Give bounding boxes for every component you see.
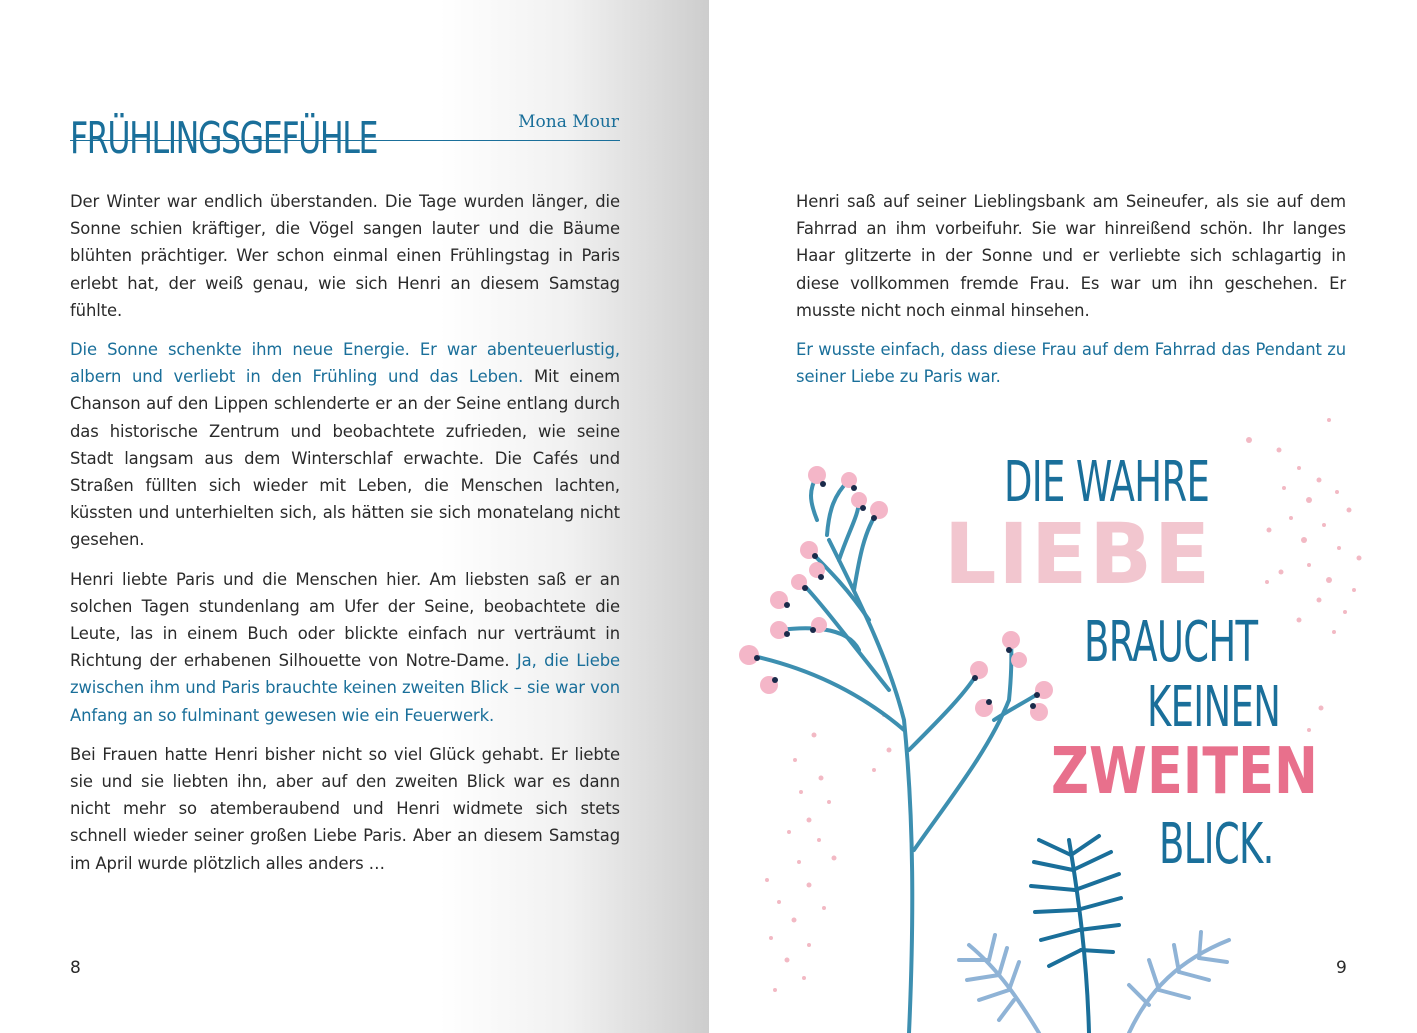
page-number-left: 8: [70, 958, 81, 978]
quote-line-5: ZWEITEN: [1051, 735, 1318, 809]
text-run: Bei Frauen hatte Henri bisher nicht so viel Glück gehabt. Er liebte sie und sie liebten ihn, aber auf den zweiten Blick war es dann nicht mehr so atemberaubend und Henri widmete sich stets schnell wieder seiner großen Liebe Paris. Aber an diesem Samstag im April wurde plötzlich alles anders …: [70, 744, 620, 873]
right-text-block: [796, 188, 1346, 402]
left-text-block: [70, 188, 620, 889]
paragraph: [70, 741, 620, 877]
paragraph: [70, 188, 620, 324]
chapter-title: FRÜHLINGSGEFÜHLE: [70, 113, 378, 165]
title-rule: [70, 140, 620, 141]
text-run: Der Winter war endlich überstanden. Die Tage wurden länger, die Sonne schien kräftiger, die Vögel sangen lauter und die Bäume blühten prächtiger. Wer schon einmal einen Frühlingstag in Paris erlebt hat, der weiß genau, wie sich Henri an diesem Samstag fühlte.: [70, 192, 620, 320]
highlighted-text: Ja, die Liebe zwischen ihm und Paris brauchte keinen zweiten Blick – sie war von Anfang an so fulminant gewesen wie ein Feuerwerk.: [70, 651, 620, 725]
paragraph: [796, 188, 1346, 324]
quote-line-3: BRAUCHT: [1084, 610, 1258, 675]
quote-line-6: BLICK.: [1159, 812, 1274, 877]
text-run: Mit einem Chanson auf den Lippen schlenderte er an der Seine entlang durch das historische Zentrum und beobachtete zufrieden, wie seine Stadt langsam aus dem Winterschlaf erwachte. Die Cafés und Straßen füllten sich wieder mit Leben, die Menschen lachten, küssten und unterhielten sich, als hätten sie sich monatelang nicht gesehen.: [70, 367, 620, 550]
paragraph: [70, 566, 620, 729]
highlighted-text: Er wusste einfach, dass diese Frau auf dem Fahrrad das Pendant zu seiner Liebe zu Paris war.: [796, 340, 1346, 387]
text-run: Henri liebte Paris und die Menschen hier. Am liebsten saß er an solchen Tagen stundenlang am Ufer der Seine, beobachtete die Leute, las in einem Buch oder blickte einfach nur verträumt in Richtung der erhabenen Silhouette von Notre-Dame.: [70, 569, 620, 671]
highlighted-text: Die Sonne schenkte ihm neue Energie. Er war abenteuerlustig, albern und verliebt in den Frühling und das Leben.: [70, 340, 620, 387]
paragraph: [796, 336, 1346, 390]
quote-line-2: LIEBE: [944, 505, 1213, 603]
page-number-right: 9: [1336, 958, 1347, 978]
right-page: [709, 0, 1417, 1033]
author-name: Mona Mour: [518, 112, 619, 132]
paragraph: [70, 336, 620, 554]
text-run: Henri saß auf seiner Lieblingsbank am Seineufer, als sie auf dem Fahrrad an ihm vorbeifuhr. Sie war hinreißend schön. Ihr langes Haar glitzerte in der Sonne und er verliebte sich schlagartig in diese vollkommen fremde Frau. Es war um ihn geschehen. Er musste nicht noch einmal hinsehen.: [796, 192, 1346, 320]
quote-line-4: KEINEN: [1147, 675, 1281, 740]
quote-line-1: DIE WAHRE: [1004, 450, 1210, 515]
